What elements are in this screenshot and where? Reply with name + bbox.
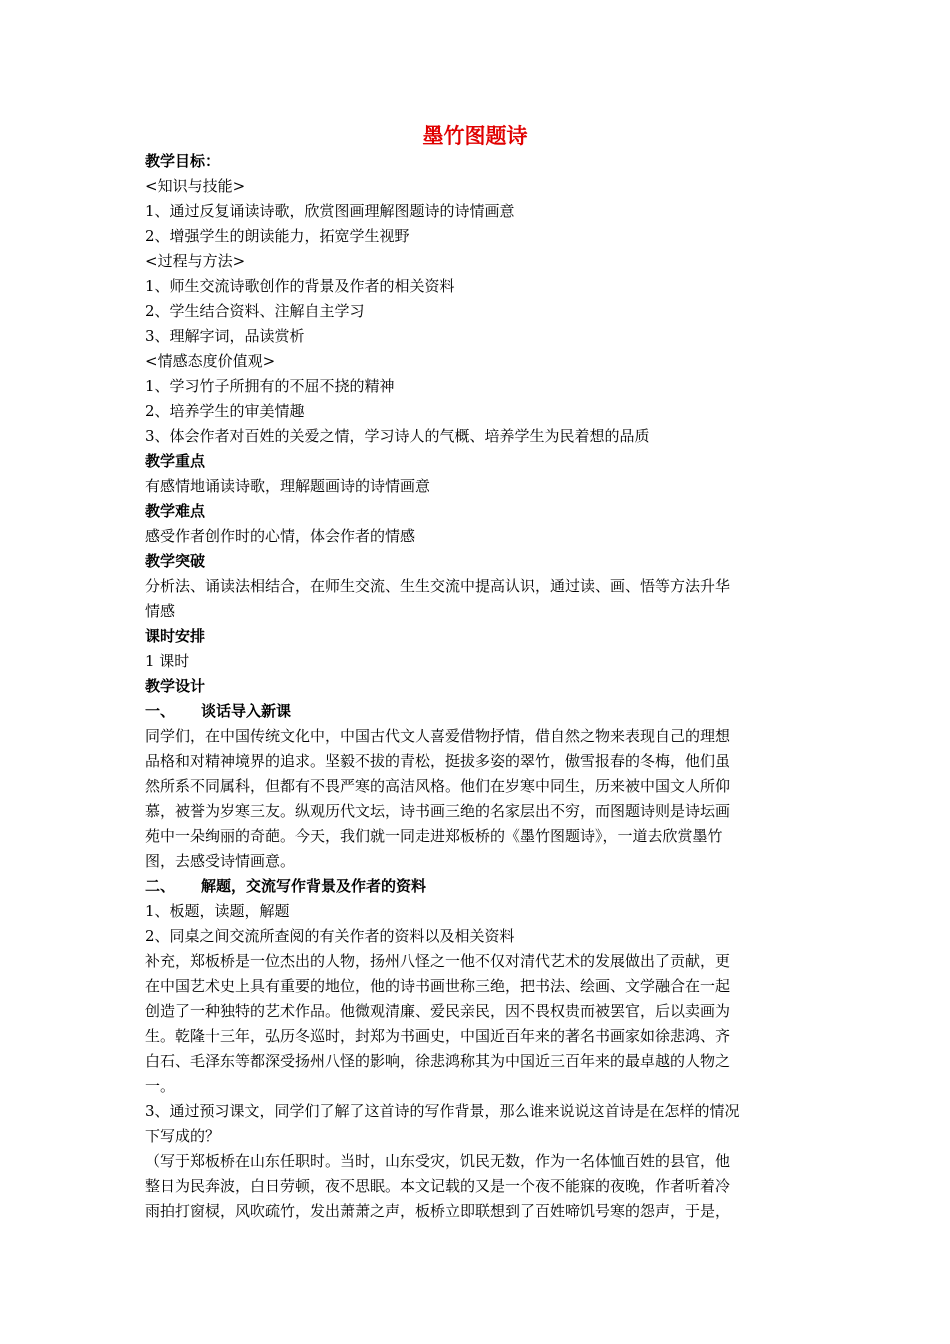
process-item: 2、学生结合资料、注解自主学习	[145, 302, 365, 320]
key-point-heading: 教学重点	[145, 452, 206, 470]
design-heading: 教学设计	[145, 677, 206, 695]
supplement-line: 生。乾隆十三年，弘历冬巡时，封郑为书画史，中国近百年来的著名书画家如徐悲鸿、齐	[145, 1027, 731, 1045]
document-body	[145, 149, 807, 1224]
answer-line: （写于郑板桥在山东任职时。当时，山东受灾，饥民无数，作为一名体恤百姓的县官，他	[145, 1152, 731, 1170]
section-2-title: 解题，交流写作背景及作者的资料	[201, 877, 427, 895]
section-1-line: 然所系不同属科，但都有不畏严寒的高洁风格。他们在岁寒中同生，历来被中国文人所仰	[145, 777, 731, 795]
section-2-number: 二、	[145, 877, 176, 895]
supplement-line: 在中国艺术史上具有重要的地位，他的诗书画世称三绝，把书法、绘画、文学融合在一起	[145, 977, 731, 995]
key-point-text: 有感情地诵读诗歌，理解题画诗的诗情画意	[145, 477, 431, 495]
emotion-item: 3、体会作者对百姓的关爱之情，学习诗人的气概、培养学生为民着想的品质	[145, 427, 650, 445]
breakthrough-line: 情感	[145, 602, 176, 620]
knowledge-label: <知识与技能>	[145, 177, 246, 195]
difficulty-heading: 教学难点	[145, 502, 206, 520]
section-1-line: 图，去感受诗情画意。	[145, 852, 296, 870]
answer-line: 整日为民奔波，白日劳顿，夜不思眠。本文记载的又是一个夜不能寐的夜晚，作者听着冷	[145, 1177, 731, 1195]
breakthrough-line: 分析法、诵读法相结合，在师生交流、生生交流中提高认识，通过读、画、悟等方法升华	[145, 577, 731, 595]
section-1-title: 谈话导入新课	[201, 702, 292, 720]
knowledge-item: 2、增强学生的朗读能力，拓宽学生视野	[145, 227, 410, 245]
supplement-line: 创造了一种独特的艺术作品。他微观清廉、爱民亲民，因不畏权贵而被罢官，后以卖画为	[145, 1002, 731, 1020]
section-1-line: 苑中一朵绚丽的奇葩。今天，我们就一同走进郑板桥的《墨竹图题诗》，一道去欣赏墨竹	[145, 827, 723, 845]
supplement-line: 白石、毛泽东等都深受扬州八怪的影响，徐悲鸿称其为中国近三百年来的最卓越的人物之	[145, 1052, 731, 1070]
process-label: <过程与方法>	[145, 252, 246, 270]
section-2-item-3: 下写成的？	[145, 1127, 221, 1145]
section-1-line: 慕，被誉为岁寒三友。纵观历代文坛，诗书画三绝的名家层出不穷，而图题诗则是诗坛画	[145, 802, 731, 820]
section-2-item-3: 3、通过预习课文，同学们了解了这首诗的写作背景，那么谁来说说这首诗是在怎样的情况	[145, 1102, 740, 1120]
page-title: 墨竹图题诗	[422, 124, 528, 148]
section-1-heading	[145, 699, 807, 724]
emotion-label: <情感态度价值观>	[145, 352, 276, 370]
section-1-line: 品格和对精神境界的追求。坚毅不拔的青松，挺拔多姿的翠竹，傲雪报春的冬梅，他们虽	[145, 752, 731, 770]
schedule-heading: 课时安排	[145, 627, 206, 645]
supplement-line: 一。	[145, 1077, 176, 1095]
breakthrough-heading: 教学突破	[145, 552, 206, 570]
section-2-item-2: 2、同桌之间交流所查阅的有关作者的资料以及相关资料	[145, 927, 515, 945]
emotion-item: 1、学习竹子所拥有的不屈不挠的精神	[145, 377, 395, 395]
process-item: 1、师生交流诗歌创作的背景及作者的相关资料	[145, 277, 455, 295]
section-2-heading	[145, 874, 807, 899]
answer-line: 雨拍打窗棂，风吹疏竹，发出萧萧之声，板桥立即联想到了百姓啼饥号寒的怨声，于是，	[145, 1202, 731, 1220]
difficulty-text: 感受作者创作时的心情，体会作者的情感	[145, 527, 416, 545]
objectives-heading: 教学目标：	[145, 152, 221, 170]
section-2-item-1: 1、板题，读题，解题	[145, 902, 290, 920]
supplement-line: 补充，郑板桥是一位杰出的人物，扬州八怪之一他不仅对清代艺术的发展做出了贡献，更	[145, 952, 731, 970]
knowledge-item: 1、通过反复诵读诗歌，欣赏图画理解图题诗的诗情画意	[145, 202, 515, 220]
emotion-item: 2、培养学生的审美情趣	[145, 402, 305, 420]
schedule-text: 1 课时	[145, 652, 190, 670]
process-item: 3、理解字词，品读赏析	[145, 327, 305, 345]
section-1-line: 同学们，在中国传统文化中，中国古代文人喜爱借物抒情，借自然之物来表现自己的理想	[145, 727, 731, 745]
section-1-number: 一、	[145, 702, 176, 720]
